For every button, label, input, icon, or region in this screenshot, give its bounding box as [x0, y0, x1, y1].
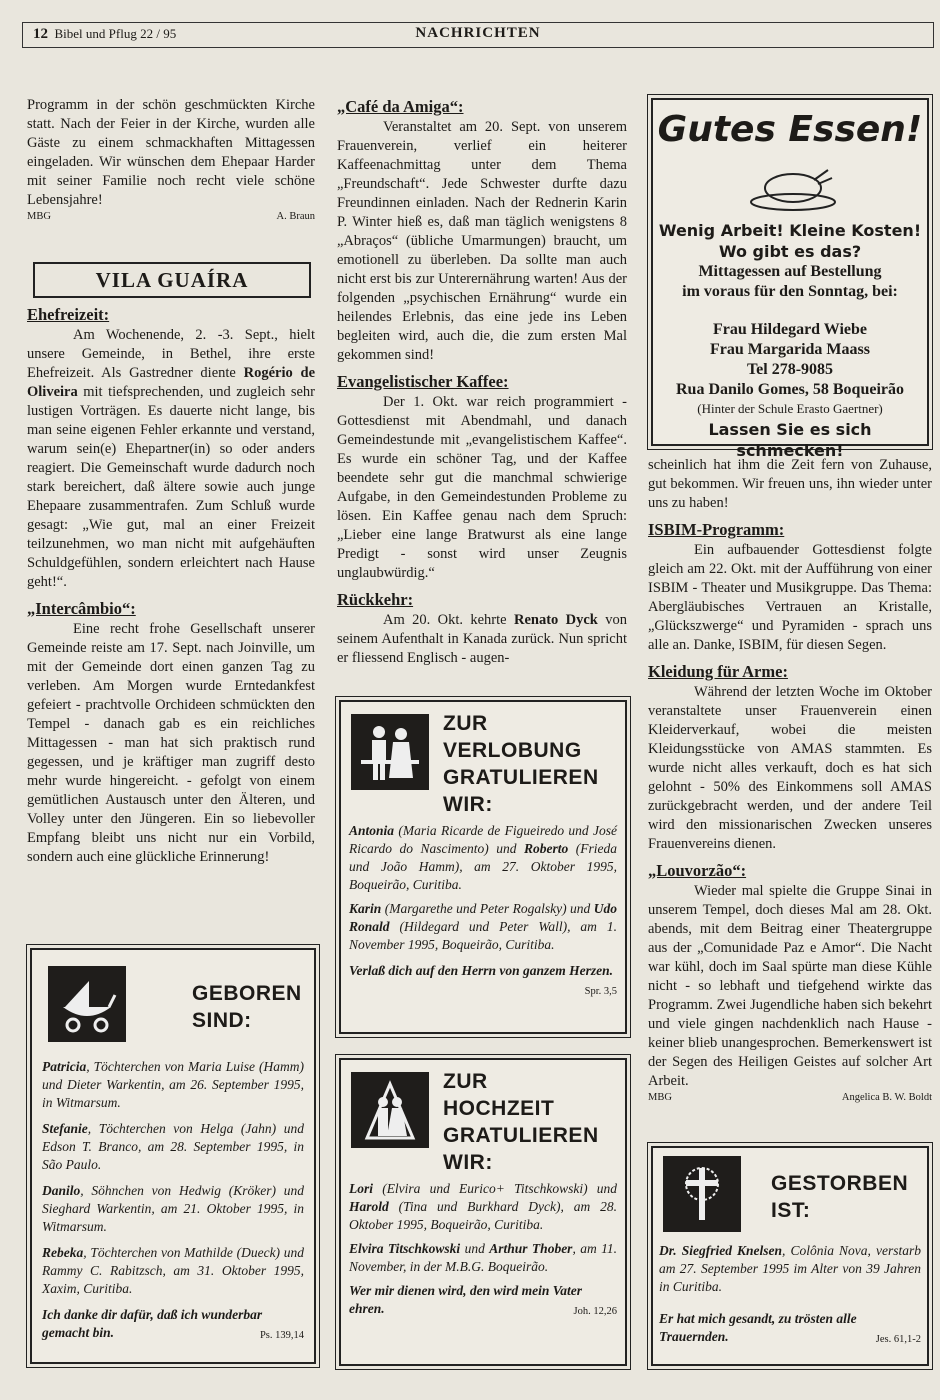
verlobung-title-line4: WIR:: [443, 793, 493, 816]
verlobung-title: [443, 710, 599, 818]
verlobung-list: [349, 822, 617, 1001]
wedding-entry: Elvira Titschkowski und Arthur Thober, am 11. November, in der M.B.G. Boqueirão.: [349, 1241, 618, 1274]
gestorben-box: [651, 1146, 929, 1366]
vila-guaira-banner: VILA GUAÍRA: [33, 262, 311, 298]
geboren-box: [30, 948, 316, 1364]
louvorzao-signature: [648, 1091, 932, 1105]
geboren-list: [42, 1058, 304, 1345]
page-number: 12: [33, 26, 48, 42]
page-header: [22, 22, 934, 48]
birth-entry: Danilo, Söhnchen von Hedwig (Kröker) und Sieghard Warkentin, am 21. Oktober 1995, in Witmarsum.: [42, 1183, 304, 1234]
ad-contact-2: Frau Margarida Maass: [710, 341, 870, 358]
speaker-name: Rogério de Oliveira: [27, 365, 315, 400]
ad-offer: Mittagessen auf Bestellung: [698, 263, 882, 280]
death-entry: Dr. Siegfried Knelsen, Colônia Nova, verstarb am 27. September 1995 im Alter von 39 Jahren in Curitiba.: [659, 1243, 921, 1294]
ehefreizeit-text: Am Wochenende, 2. -3. Sept., hielt unsere Gemeinde, in Bethel, ihre erste Ehefreizeit. Als Gastredner diente Rogério de Oliveira mit tiefsprechenden, und zugleich sehr lustigen Vorträgen. Es dauerte nicht lange, bis man seine eigenen Fehler erkannte und verstand, warum sein(e) Ehepartner(in) so oder anders reagiert. Die Gemeinschaft wurde dadurch noch stark bereichert, daß ältere sowie auch junge Ehepaare zusammentrafen. Zum Schluß wurde gesagt: „Wie gut, mal an einer Freizeit teilzunehmen, wo man nicht mit aufgehäuften Schuldgefühlen, sondern erleichtert nach Hause geht!“.: [27, 327, 315, 590]
rueckkehr-text: Am 20. Okt. kehrte Renato Dyck von seinem Aufenthalt in Kanada zurück. Nun spricht er fliessend Englisch - augen-: [337, 612, 627, 666]
gestorben-title-line2: IST:: [771, 1199, 811, 1222]
verlobung-title-line1: ZUR: [443, 712, 488, 735]
sig-author: Angelica B. W. Boldt: [841, 1092, 932, 1103]
evangelistischer-kaffee-heading: Evangelistischer Kaffee:: [337, 372, 509, 391]
cross-wreath-icon: [663, 1156, 741, 1232]
hochzeit-box: [339, 1058, 627, 1366]
ad-phone: Tel 278-9085: [746, 361, 834, 378]
ad-address-note: (Hinter der Schule Erasto Gaertner): [697, 401, 883, 416]
rueckkehr-heading: Rückkehr:: [337, 590, 414, 609]
ad-title: Gutes Essen!: [657, 109, 923, 150]
sig-org: MBG: [27, 211, 51, 222]
hochzeit-title-line3: GRATULIEREN: [443, 1124, 599, 1147]
hochzeit-list: [349, 1180, 617, 1321]
intercambio-heading: „Intercâmbio“:: [27, 599, 136, 618]
ad-body: [653, 220, 927, 461]
ad-closing: Lassen Sie es sich schmecken!: [708, 420, 872, 460]
verlobung-verse: Verlaß dich auf den Herrn von ganzem Herzen. Spr. 3,5: [349, 962, 617, 980]
returnee-name: Renato Dyck: [513, 612, 598, 628]
ad-question: Wo gibt es das?: [718, 242, 862, 261]
engaged-couple-icon: [351, 714, 429, 790]
verse-reference: Joh. 12,26: [573, 1306, 617, 1317]
hochzeit-title-line4: WIR:: [443, 1151, 493, 1174]
geboren-title: [192, 980, 302, 1034]
baby-carriage-icon: [48, 966, 126, 1042]
ehefreizeit-heading: Ehefreizeit:: [27, 305, 110, 324]
intro-text: Programm in der schön geschmückten Kirche statt. Nach der Feier in der Kirche, wurden alle Gäste zu einem schmackhaften Mittagessen eingeladen. Wir wünschen dem Ehepaar Harder mit seiner Familie noch recht viele schöne Lebensjahre!: [27, 97, 315, 208]
verlobung-title-line2: VERLOBUNG: [443, 739, 582, 762]
verlobung-title-line3: GRATULIEREN: [443, 766, 599, 789]
wedding-couple-icon: [351, 1072, 429, 1148]
column-3: [648, 456, 932, 1105]
verse-reference: Spr. 3,5: [584, 986, 617, 997]
column-1-articles: [27, 304, 315, 867]
louvorzao-text: Wieder mal spielte die Gruppe Sinai in unserem Tempel, doch dieses Mal am 28. Okt. abends, mit dem Beitrag einer Theatergruppe aus der „Comunidade Paz e Amor“. Die Nacht war kühl, doch im Saal spürte man diese Kühle nicht - so lebhaft und tiefgehend wirkte das Programm. Zwei Jugendliche haben sich bekehrt und viele gingen nachdenklich nach Hause - keiner blieb unangesprochen. Bemerkenswert ist der Segen des Heiligen Geistes auf solcher Art Arbeit.: [648, 883, 932, 1089]
geboren-title-line2: SIND:: [192, 1009, 252, 1032]
intro-signature: [27, 210, 315, 224]
birth-entry: Rebeka, Töchterchen von Mathilde (Dueck) und Rammy C. Rabitzsch, am 31. Oktober 1995, Xaxim, Curitiba.: [42, 1245, 304, 1296]
gestorben-title: [771, 1170, 908, 1224]
gestorben-title-line1: GESTORBEN: [771, 1172, 909, 1195]
hochzeit-title: [443, 1068, 599, 1176]
gestorben-content: [659, 1242, 921, 1349]
roast-chicken-icon: [748, 162, 838, 217]
gestorben-verse: Er hat mich gesandt, zu trösten alle Trauernden. Jes. 61,1-2: [659, 1310, 921, 1346]
hochzeit-verse: Wer mir dienen wird, den wird mein Vater ehren. Joh. 12,26: [349, 1282, 617, 1318]
louvorzao-heading: „Louvorzão“:: [648, 861, 747, 880]
hochzeit-title-line2: HOCHZEIT: [443, 1097, 555, 1120]
evangelistischer-kaffee-text: Der 1. Okt. war reich programmiert - Gottesdienst mit Abendmahl, und danach Gemeindestunde mit „evangelistischem Kaffee“. Es wurde ein schöner Tag, und der Kaffee beendete sehr gut die manchmal schwierige Aufgabe, in den Gemeindestunden Probleme zu lösen. Ein Kaffee genau nach dem Spruch: „Lieber eine lange Bratwurst als eine lange Predigt - sonst wird unser Zeugnis unglaubwürdig.“: [337, 394, 627, 581]
rueckkehr-continued-text: scheinlich hat ihm die Zeit fern von Zuhause, gut bekommen. Wir freuen uns, ihn wieder unter uns zu haben!: [648, 457, 932, 511]
column-1: [27, 96, 315, 224]
geboren-verse: Ich danke dir dafür, daß ich wunderbar gemacht bin. Ps. 139,14: [42, 1306, 304, 1342]
ad-offer-detail: im voraus für den Sonntag, bei:: [682, 283, 898, 300]
gutes-essen-ad: [651, 98, 929, 460]
hochzeit-title-line1: ZUR: [443, 1070, 488, 1093]
sig-org: MBG: [648, 1092, 672, 1103]
isbim-text: Ein aufbauender Gottesdienst folgte gleich am 22. Okt. mit der Aufführung von einer ISBIM - Theater und Musikgruppe. Das Thema: Abergläubisches Vertrauen an Kristalle, „Glückszwerge“ und Pyramiden - sprach uns alle an. Danke, ISBIM, für diesen Segen.: [648, 542, 932, 653]
intercambio-text: Eine recht frohe Gesellschaft unserer Gemeinde reiste am 17. Sept. nach Joinville, um mit der Gemeinde dort einen ganzen Tag zu verleben. Am Morgen wurde Erntedankfest gefeiert - prachtvolle Orchideen schmückten den Tempel - danach gab es ein reichliches Mittagessen - man hat sich praktisch rund gegessen, und je kräftiger man zugriff desto mehr wurde hingereicht. - gefolgt von einem gemütlichen Austausch unter den Älteren, und Volley unter den Jüngeren. Ein so liebevoller Empfang bleibt uns nicht nur ein Vorbild, sondern auch eine glückliche Erinnerung!: [27, 621, 315, 865]
birth-entry: Stefanie, Töchterchen von Helga (Jahn) und Edson T. Branco, am 28. September 1995, in São Paulo.: [42, 1121, 304, 1172]
ad-address: Rua Danilo Gomes, 58 Boqueirão: [675, 381, 904, 398]
geboren-title-line1: GEBOREN: [192, 982, 302, 1005]
verlobung-box: [339, 700, 627, 1034]
cafe-text: Veranstaltet am 20. Sept. von unserem Frauenverein, verlief ein heiterer Kaffeenachmittag unter dem Thema „Freundschaft“. Jede Schwester durfte dazu Freundinnen einladen. Nach der Rednerin Karin P. Winter hieß es, daß man täglich wenigstens 8 „Abraços“ (übliche Umarmungen) braucht, um emotionell zu überleben. Da sollte man auch nicht erst bis zur Unterernährung warten! Aus der folgenden „psychischen Ernährung“ wurde ein heilendes Erlebnis, das eine jede ins Leben begleiten wird, auch die, die zum ersten Mal gekommen sind!: [337, 119, 627, 363]
section-title: NACHRICHTEN: [415, 25, 541, 41]
kleidung-text: Während der letzten Woche im Oktober veranstaltete unser Frauenverein einen Kleiderverkauf, wobei die meisten Kleidungsstücke von AMAS stammten. Es wurde nicht alles verkauft, doch es hat sich gelohnt - 50% des Einkommens soll AMAS zurückgebracht werden, und der andere Teil wird den missionarischen Zwecken unseres Frauenvereins dienen.: [648, 684, 932, 852]
ad-contact-1: Frau Hildegard Wiebe: [712, 321, 868, 338]
verse-reference: Ps. 139,14: [259, 1330, 304, 1341]
kleidung-heading: Kleidung für Arme:: [648, 662, 788, 681]
birth-entry: Patricia, Töchterchen von Maria Luise (Hamm) und Dieter Warkentin, am 26. September 1995, in Witmarsum.: [42, 1059, 304, 1110]
wedding-entry: Lori (Elvira und Eurico+ Titschkowski) und Harold (Tina und Burkhard Dyck), am 28. Oktober 1995, Boqueirão, Curitiba.: [349, 1181, 617, 1232]
sig-author: A. Braun: [276, 211, 315, 222]
cafe-heading: „Café da Amiga“:: [337, 97, 464, 116]
verse-reference: Jes. 61,1-2: [875, 1334, 921, 1345]
engagement-entry: Antonia (Maria Ricarde de Figueiredo und José Ricardo do Nascimento) und Roberto (Frieda und João Hamm), am 27. Oktober 1995, Boqueirão, Curitiba.: [349, 823, 617, 892]
column-2: [337, 96, 627, 668]
publication-name: Bibel und Pflug 22 / 95: [54, 26, 177, 41]
ad-slogan: Wenig Arbeit! Kleine Kosten!: [658, 221, 922, 240]
engagement-entry: Karin (Margarethe und Peter Rogalsky) und Udo Ronald (Hildegard und Peter Wall), am 1. November 1995, Boqueirão, Curitiba.: [349, 901, 617, 952]
isbim-heading: ISBIM-Programm:: [648, 520, 785, 539]
